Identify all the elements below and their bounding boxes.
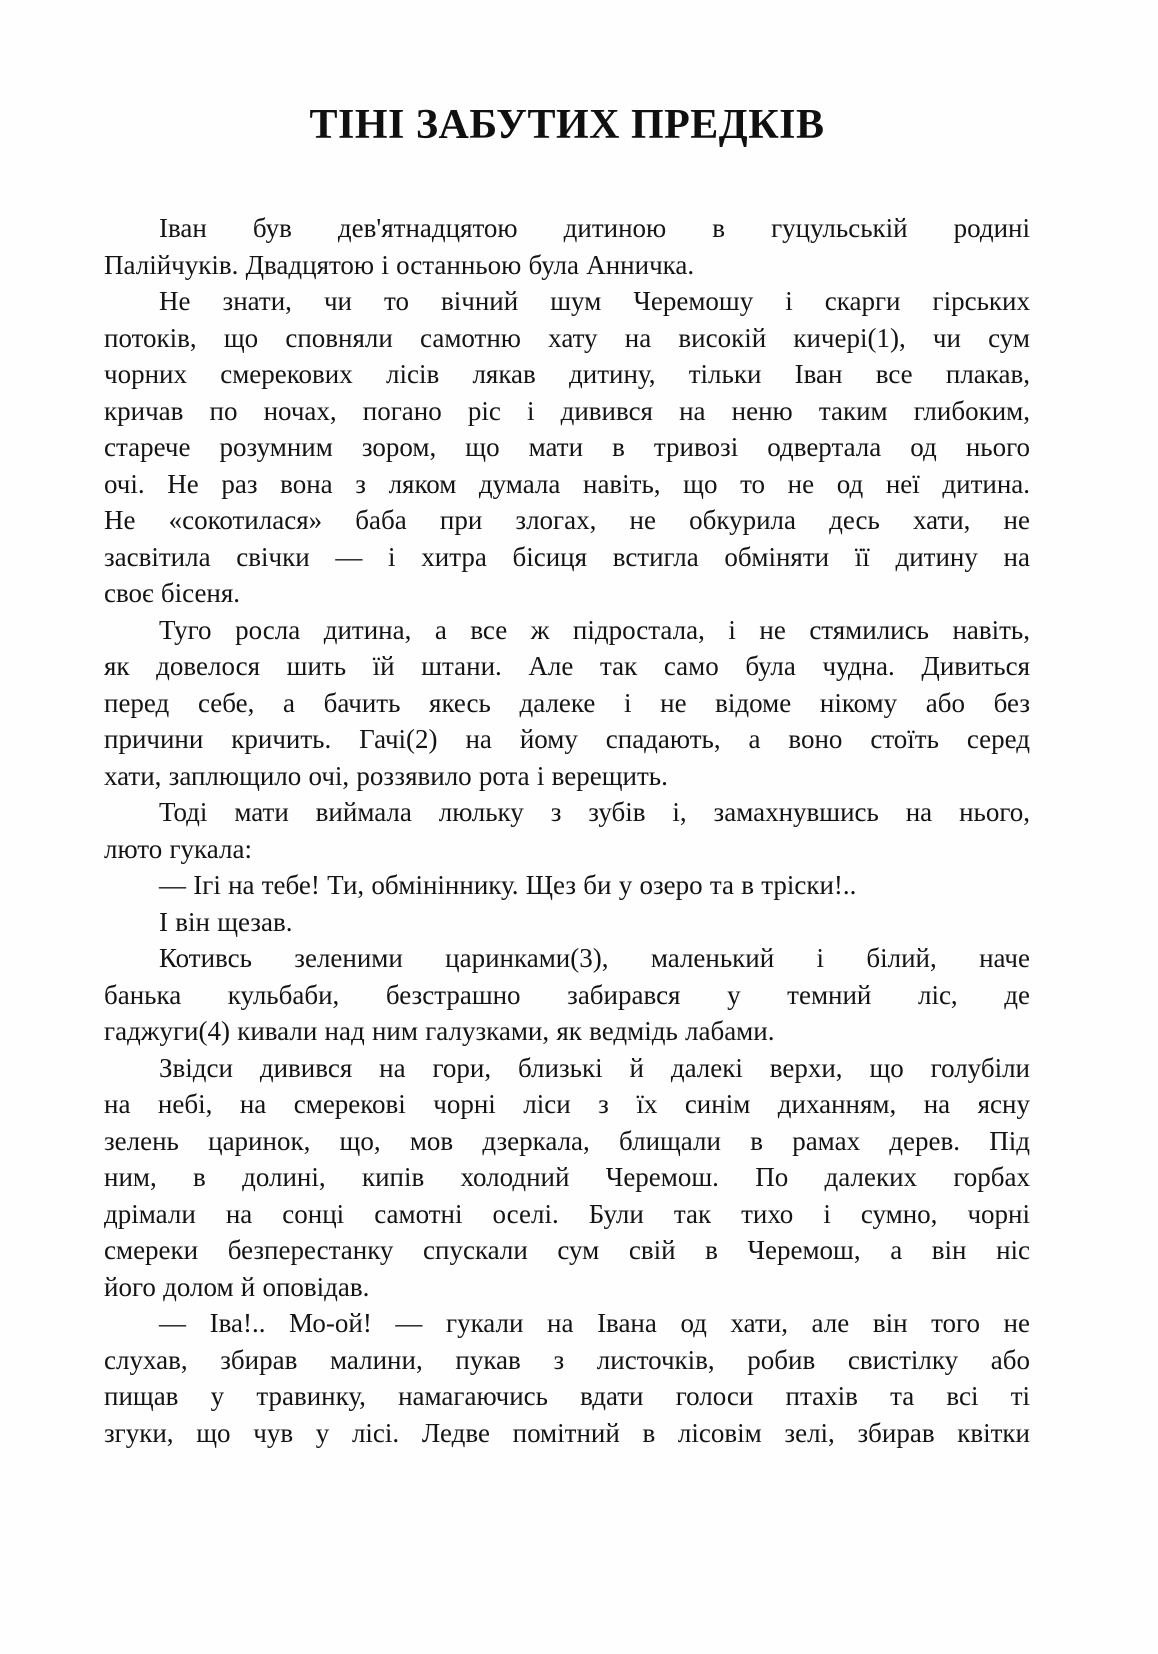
text-line: чорних смерекових лісів лякав дитину, тільки Іван все плакав, [104,359,1030,390]
text-line: старече розумним зором, що мати в тривозі одвертала од нього [104,432,1030,463]
text-line: гаджуги(4) кивали над ним галузками, як ведмідь лабами. [104,1016,775,1047]
text-line: Палійчуків. Двадцятою і останньою була Анничка. [104,249,695,280]
text-line: слухав, збирав малини, пукав з листочків, робив свистілку або [104,1344,1030,1375]
text-line: люто гукала: [104,833,252,864]
text-line: зелень царинок, що, мов дзеркала, блищали в рамах дерев. Під [104,1125,1030,1156]
text-line: Іван був дев'ятнадцятою дитиною в гуцульській родині [159,213,1030,244]
text-line: на небі, на смерекові чорні ліси з їх синім диханням, на ясну [104,1089,1030,1120]
text-line: кричав по ночах, погано ріс і дивився на неню таким глибоким, [104,395,1030,426]
text-line: своє бісеня. [104,578,241,609]
text-line: І він щезав. [159,906,293,937]
text-line: банька кульбаби, безстрашно забирався у темний ліс, де [104,979,1030,1010]
text-line: — Ігі на тебе! Ти, обмініннику. Щез би у озеро та в тріски!.. [159,870,857,901]
text-line: його долом й оповідав. [104,1271,370,1302]
text-line: — Іва!.. Мо-ой! — гукали на Івана од хати, але він того не [159,1308,1030,1339]
text-line: Звідси дивився на гори, близькі й далекі верхи, що голубіли [159,1052,1030,1083]
text-line: смереки безперестанку спускали сум свій в Черемош, а він ніс [104,1235,1030,1266]
text-line: згуки, що чув у лісі. Ледве помітний в лісовім зелі, збирав квітки [104,1417,1030,1448]
text-line: дрімали на сонці самотні оселі. Були так тихо і сумно, чорні [104,1198,1030,1229]
text-line: Туго росла дитина, а все ж підростала, і не стямились навіть, [159,614,1030,645]
page-title: ТІНІ ЗАБУТИХ ПРЕДКІВ [309,102,825,148]
text-line: Тоді мати виймала люльку з зубів і, замахнувшись на нього, [159,797,1030,828]
text-line: очі. Не раз вона з ляком думала навіть, що то не од неї дитина. [104,468,1030,499]
text-line: ним, в долині, кипів холодний Черемош. По далеких горбах [104,1162,1030,1193]
text-line: хати, заплющило очі, роззявило рота і верещить. [104,760,668,791]
text-line: Не знати, чи то вічний шум Черемошу і скарги гірських [159,286,1030,317]
page-text [104,210,1030,1451]
text-line: як довелося шить їй штани. Але так само була чудна. Дивиться [104,651,1030,682]
text-line: причини кричить. Гачі(2) на йому спадають, а воно стоїть серед [104,724,1030,755]
text-line: Котивсь зеленими царинками(3), маленький і білий, наче [159,943,1030,974]
text-line: засвітила свічки — і хитра бісиця встигла обміняти її дитину на [104,541,1030,572]
text-line: перед себе, а бачить якесь далеке і не відоме нікому або без [104,687,1030,718]
text-line: Не «сокотилася» баба при злогах, не обкурила десь хати, не [104,505,1030,536]
text-line: пищав у травинку, намагаючись вдати голоси птахів та всі ті [104,1381,1030,1412]
text-line: потоків, що сповняли самотню хату на високій кичері(1), чи сум [104,322,1030,353]
